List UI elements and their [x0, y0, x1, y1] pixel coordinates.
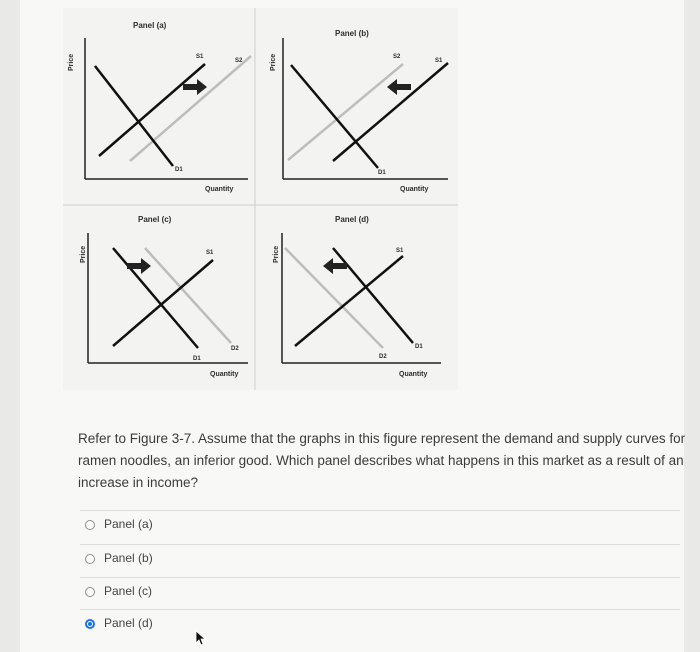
panel-c-title: Panel (c)	[138, 215, 172, 224]
mouse-cursor-icon	[195, 630, 207, 646]
panel-a-label-d1: D1	[175, 167, 183, 173]
option-label[interactable]: Panel (b)	[104, 551, 153, 565]
panel-c-demand-d1	[113, 248, 198, 348]
panel-c	[80, 215, 248, 378]
panel-c-label-d1: D1	[193, 356, 201, 362]
panel-c-label-d2: D2	[231, 346, 239, 352]
panel-b-supply-s2	[288, 64, 403, 160]
panel-c-shift-arrow	[127, 258, 151, 274]
panel-b-label-s1: S1	[435, 58, 443, 64]
option-label[interactable]: Panel (c)	[104, 584, 153, 598]
panel-a-label-s1: S1	[196, 54, 204, 60]
panel-b-shift-arrow	[387, 79, 411, 95]
option-label[interactable]: Panel (a)	[104, 517, 153, 531]
panel-b-demand-d1	[291, 65, 378, 168]
option-label[interactable]: Panel (d)	[104, 616, 153, 630]
panel-d-label-d2: D2	[379, 354, 387, 360]
panel-a	[68, 21, 251, 193]
panel-c-supply-s1	[113, 260, 213, 346]
panel-b-y-axis-label: Price	[270, 53, 277, 71]
panel-d-x-axis-label: Quantity	[399, 371, 428, 378]
radio-button[interactable]	[85, 520, 95, 530]
figure-svg	[63, 8, 458, 390]
option-panel-d[interactable]	[80, 609, 680, 640]
panel-d-label-d1: D1	[415, 344, 423, 350]
panel-a-title: Panel (a)	[133, 21, 167, 30]
panel-a-label-s2: S2	[235, 58, 243, 64]
panel-d-demand-d1	[333, 248, 413, 343]
panel-d	[273, 215, 441, 378]
panel-a-supply-s2	[130, 56, 251, 161]
panel-b-label-s2: S2	[393, 54, 401, 60]
panel-a-y-axis-label: Price	[68, 53, 75, 71]
radio-button-selected[interactable]	[85, 619, 95, 629]
option-panel-c[interactable]	[80, 577, 680, 608]
panel-d-label-s1: S1	[396, 248, 404, 254]
panel-c-label-s1: S1	[206, 250, 214, 256]
question-card	[20, 0, 684, 652]
option-panel-a[interactable]	[80, 510, 680, 541]
option-panel-b[interactable]	[80, 544, 680, 575]
panel-b-label-d1: D1	[378, 170, 386, 176]
panel-a-demand-d1	[95, 66, 173, 166]
panel-a-x-axis-label: Quantity	[205, 186, 234, 193]
panel-d-supply-s1	[295, 256, 403, 346]
panel-c-y-axis-label: Price	[80, 245, 87, 263]
panel-b	[270, 29, 448, 193]
question-text: Refer to Figure 3-7. Assume that the graphs in this figure represent the demand and supply curves for ramen noodles, an inferior good. Which panel describes what happens in this market as a result of an increase in income?	[78, 431, 686, 490]
panel-b-title: Panel (b)	[335, 29, 369, 38]
panel-c-x-axis-label: Quantity	[210, 371, 239, 378]
panel-d-y-axis-label: Price	[273, 245, 280, 263]
panel-b-supply-s1	[333, 63, 448, 161]
panel-b-x-axis-label: Quantity	[400, 186, 429, 193]
panel-c-demand-d2	[145, 248, 231, 343]
radio-button[interactable]	[85, 587, 95, 597]
panel-d-title: Panel (d)	[335, 215, 369, 224]
figure-3-7	[63, 8, 458, 390]
radio-button[interactable]	[85, 554, 95, 564]
